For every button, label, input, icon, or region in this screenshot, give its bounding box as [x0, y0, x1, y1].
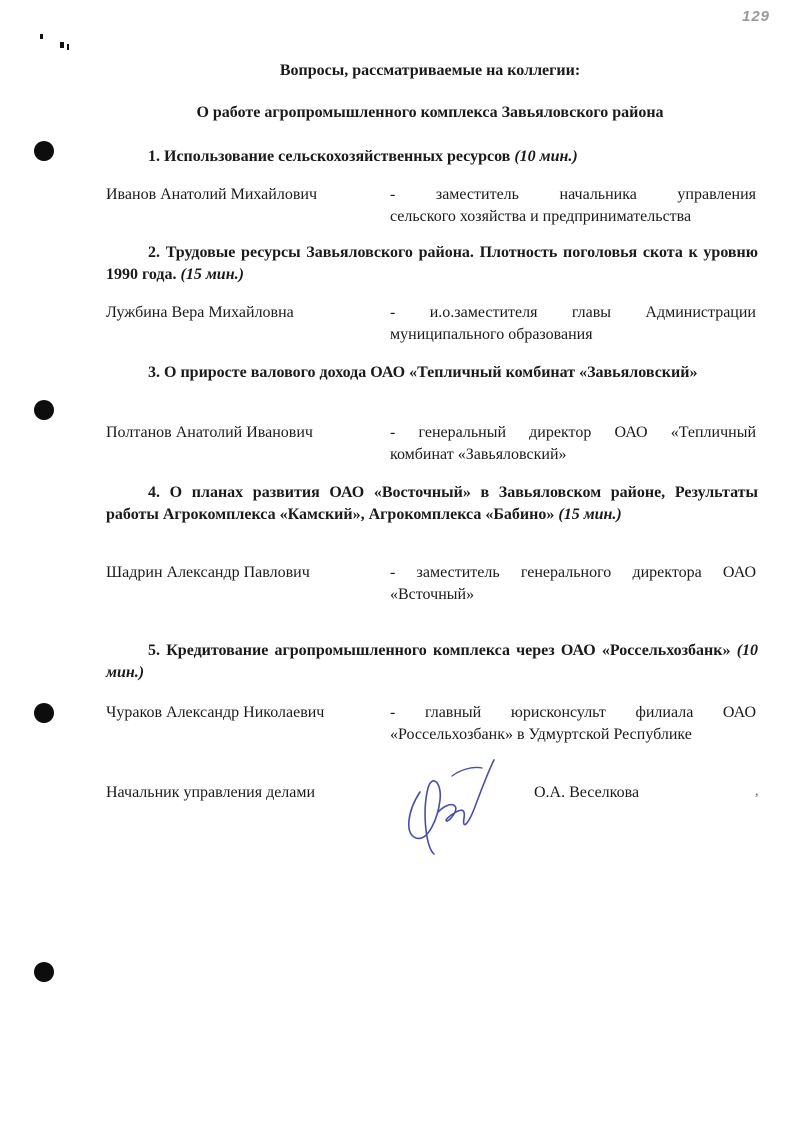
role-line: комбинат «Завьяловский» — [390, 446, 567, 463]
speaker-name: Лужбина Вера Михайловна — [106, 304, 294, 321]
speaker-name: Полтанов Анатолий Иванович — [106, 424, 313, 441]
item-number: 1. — [148, 148, 160, 165]
role-line: «Россельхозбанк» в Удмуртской Республике — [390, 726, 692, 743]
item-number: 3. — [148, 364, 160, 381]
role-line: сельского хозяйства и предпринимательства — [390, 208, 692, 225]
speaker-role — [390, 562, 756, 606]
agenda-item-title — [106, 362, 758, 384]
item-number: 2. — [148, 244, 160, 261]
role-line: - заместитель начальника управления — [390, 186, 756, 203]
scan-mark — [60, 42, 64, 48]
role-line: - главный юрисконсульт филиала ОАО — [390, 704, 756, 721]
item-title: Кредитование агропромышленного комплекса через ОАО «Россельхозбанк» — [166, 642, 731, 659]
agenda-item-title — [106, 146, 758, 168]
speaker-role — [390, 184, 756, 228]
punch-hole — [34, 703, 54, 723]
speaker-name: Иванов Анатолий Михайлович — [106, 186, 317, 203]
punch-hole — [34, 962, 54, 982]
page-number: 129 — [742, 8, 771, 25]
item-title: О приросте валового дохода ОАО «Тепличный комбинат «Завьяловский» — [164, 364, 698, 381]
item-title: Трудовые ресурсы Завьяловского района. Плотность поголовья скота к уровню 1990 года. — [106, 244, 759, 283]
item-duration: (10 мин.) — [106, 642, 759, 681]
punch-hole — [34, 400, 54, 420]
role-line: - генеральный директор ОАО «Тепличный — [390, 424, 756, 441]
speaker-role — [390, 422, 756, 466]
agenda-item-title — [106, 640, 758, 684]
item-title: О планах развития ОАО «Восточный» в Завьяловском районе, Результаты работы Агрокомплекса «Камский», Агрокомплекса «Бабино» — [106, 484, 759, 523]
handwritten-signature — [398, 752, 498, 856]
speaker-role — [390, 702, 756, 746]
agenda-item-title — [106, 242, 758, 286]
signatory-name: О.А. Веселкова — [534, 784, 640, 801]
scan-mark: , — [755, 784, 759, 799]
item-duration: (10 мин.) — [514, 148, 578, 165]
speaker-role — [390, 302, 756, 346]
role-line: - и.о.заместителя главы Администрации — [390, 304, 756, 321]
item-number: 4. — [148, 484, 160, 501]
punch-hole — [34, 141, 54, 161]
signatory-position: Начальник управления делами — [106, 784, 316, 801]
scan-mark — [67, 44, 69, 50]
item-duration: (15 мин.) — [558, 506, 622, 523]
speaker-name: Чураков Александр Николаевич — [106, 704, 325, 721]
item-number: 5. — [148, 642, 160, 659]
speaker-name: Шадрин Александр Павлович — [106, 564, 310, 581]
document-title: Вопросы, рассматриваемые на коллегии: — [279, 62, 581, 79]
role-line: муниципального образования — [390, 326, 593, 343]
document-subtitle: О работе агропромышленного комплекса Завьяловского района — [196, 104, 664, 121]
role-line: - заместитель генерального директора ОАО — [390, 564, 756, 581]
role-line: «Всточный» — [390, 586, 475, 603]
scan-mark — [40, 34, 43, 39]
item-title: Использование сельскохозяйственных ресурсов — [164, 148, 511, 165]
agenda-item-title — [106, 482, 758, 526]
item-duration: (15 мин.) — [180, 266, 244, 283]
